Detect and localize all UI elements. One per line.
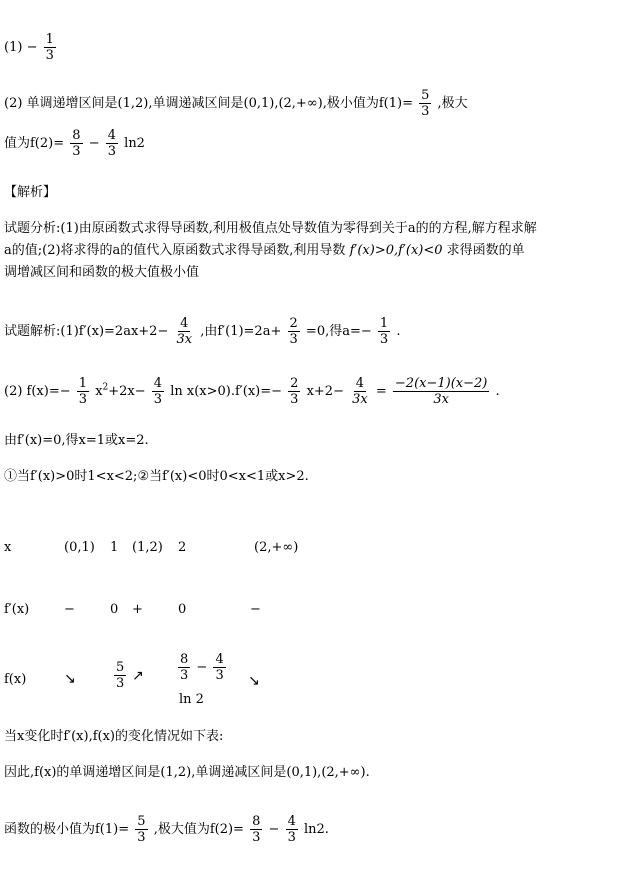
denominator: 3 (72, 144, 81, 159)
numerator: 5 (137, 814, 146, 829)
table-cell: 1 (110, 540, 119, 555)
solution-text: . (396, 324, 401, 339)
answer-2-text-2: ,极大 (437, 96, 468, 111)
table-cell: 2 (178, 540, 187, 555)
fraction (114, 660, 126, 691)
exponent: 2 (102, 382, 109, 393)
analysis-line-1: 试题分析:(1)由原函数式求得导函数,利用极值点处导数值为零得到关于a的的方程,解方程求解 (4, 221, 537, 236)
denominator: 3 (290, 392, 299, 407)
numerator: 2 (289, 316, 298, 331)
answer-2-min-fraction (419, 88, 431, 119)
table-cell (112, 660, 128, 691)
analysis-heading: 【解析】 (4, 185, 57, 200)
answer-2-text-3: 值为f(2)= (4, 136, 65, 151)
numerator: 4 (287, 814, 296, 829)
answer-1 (4, 32, 58, 63)
answer-1-label: (1) (4, 40, 23, 55)
table-cell-ln: ln 2 (179, 692, 204, 707)
numerator: 1 (379, 316, 389, 331)
fraction (178, 652, 190, 683)
answer-2-text: (2) 单调递增区间是(1,2),单调递减区间是(0,1),(2,+∞),极小值为f(1)= (4, 96, 413, 111)
answer-2-max-fraction-2 (106, 128, 118, 159)
fraction (378, 316, 390, 347)
denominator: 3 (107, 144, 117, 159)
solution-text: . (495, 384, 500, 399)
solution-line-2 (4, 376, 500, 407)
table-cell: 0 (110, 602, 119, 617)
analysis-line-3: 调增减区间和函数的极大值极小值 (4, 265, 200, 280)
table-cell: (1,2) (132, 540, 163, 555)
answer-2-tail: ln2 (124, 136, 145, 151)
solution-line-3: 由f′(x)=0,得x=1或x=2. (4, 433, 149, 448)
conclusion-text: ,极大值为f(2)= (153, 822, 244, 837)
numerator: 4 (107, 128, 117, 143)
denominator: 3 (153, 392, 163, 407)
numerator: 1 (78, 376, 88, 391)
answer-2-max-fraction-1 (70, 128, 82, 159)
table-cell: (2,+∞) (254, 540, 299, 555)
denominator: 3 (421, 104, 430, 119)
numerator: 8 (180, 652, 189, 667)
minus-sign: − (268, 822, 280, 837)
fraction (152, 376, 164, 407)
conclusion-text: 函数的极小值为f(1)= (4, 822, 130, 837)
table-cell: 0 (178, 602, 187, 617)
solution-text: ln x(x>0).f′(x)=− (170, 384, 283, 399)
table-cell (176, 652, 228, 683)
numerator: 8 (252, 814, 261, 829)
answer-1-minus: − (26, 40, 38, 55)
fraction (350, 376, 370, 407)
numerator: −2(x−1)(x−2) (394, 376, 488, 391)
conclusion-line-2: 因此,f(x)的单调递增区间是(1,2),单调递减区间是(0,1),(2,+∞). (4, 765, 370, 780)
fraction (213, 652, 225, 683)
solution-text: x+2− (306, 384, 344, 399)
solution-text: x (95, 384, 103, 399)
denominator: 3 (45, 48, 54, 63)
solution-line-1 (4, 316, 400, 347)
denominator: 3 (215, 668, 224, 683)
solution-text: 试题解析:(1)f′(x)=2ax+2− (4, 324, 169, 339)
fraction (286, 814, 298, 845)
answer-1-fraction (44, 32, 56, 63)
analysis-line-2 (4, 242, 525, 260)
denominator: 3x (352, 392, 368, 407)
fraction (77, 376, 89, 407)
fraction (393, 376, 489, 407)
table-cell: (0,1) (64, 540, 95, 555)
fraction (135, 814, 147, 845)
analysis-text: a的值;(2)将求得的a的值代入原函数式求得导函数,利用导数 (4, 243, 346, 258)
decreasing-arrow-icon: ↘ (64, 671, 76, 687)
numerator: 4 (180, 316, 189, 331)
solution-text: (2) f(x)=− (4, 384, 71, 399)
numerator: 2 (290, 376, 299, 391)
denominator: 3x (176, 332, 193, 347)
denominator: 3 (137, 830, 146, 845)
numerator: 4 (355, 376, 365, 391)
analysis-formula: f′(x)>0,f′(x)<0 (349, 243, 443, 258)
solution-text: +2x− (108, 384, 146, 399)
analysis-text-2: 求得函数的单 (446, 243, 525, 258)
denominator: 3 (287, 830, 296, 845)
denominator: 3 (379, 332, 389, 347)
numerator: 8 (72, 128, 81, 143)
denominator: 3 (180, 668, 189, 683)
solution-text: =0,得a=− (305, 324, 372, 339)
table-header-f: f(x) (4, 672, 27, 687)
numerator: 5 (421, 88, 430, 103)
denominator: 3 (252, 830, 261, 845)
conclusion-line-1: 当x变化时f′(x),f(x)的变化情况如下表: (4, 729, 224, 744)
conclusion-text: ln2. (303, 822, 329, 837)
table-header-x: x (4, 540, 12, 555)
denominator: 3 (78, 392, 88, 407)
fraction (288, 376, 300, 407)
table-cell: − (64, 602, 75, 617)
table-header-fprime: f′(x) (4, 602, 30, 617)
conclusion-line-3 (4, 814, 329, 845)
numerator: 4 (153, 376, 163, 391)
solution-text: = (375, 384, 387, 399)
answer-2-line2 (4, 128, 145, 159)
numerator: 4 (215, 652, 224, 667)
numerator: 1 (45, 32, 54, 47)
fraction (288, 316, 300, 347)
denominator: 3 (289, 332, 298, 347)
numerator: 5 (116, 660, 125, 675)
table-cell: + (132, 602, 143, 617)
denominator: 3 (116, 676, 125, 691)
table-cell: − (250, 602, 261, 617)
decreasing-arrow-icon: ↘ (248, 673, 260, 689)
solution-text: ,由f′(1)=2a+ (200, 324, 282, 339)
fraction (250, 814, 262, 845)
increasing-arrow-icon: ↗ (132, 668, 144, 684)
solution-line-4: ①当f′(x)>0时1<x<2;②当f′(x)<0时0<x<1或x>2. (4, 469, 309, 484)
fraction (174, 316, 194, 347)
answer-2-minus: − (88, 136, 100, 151)
minus-sign: − (196, 660, 208, 675)
denominator: 3x (433, 392, 449, 407)
answer-2-line1 (4, 88, 468, 119)
